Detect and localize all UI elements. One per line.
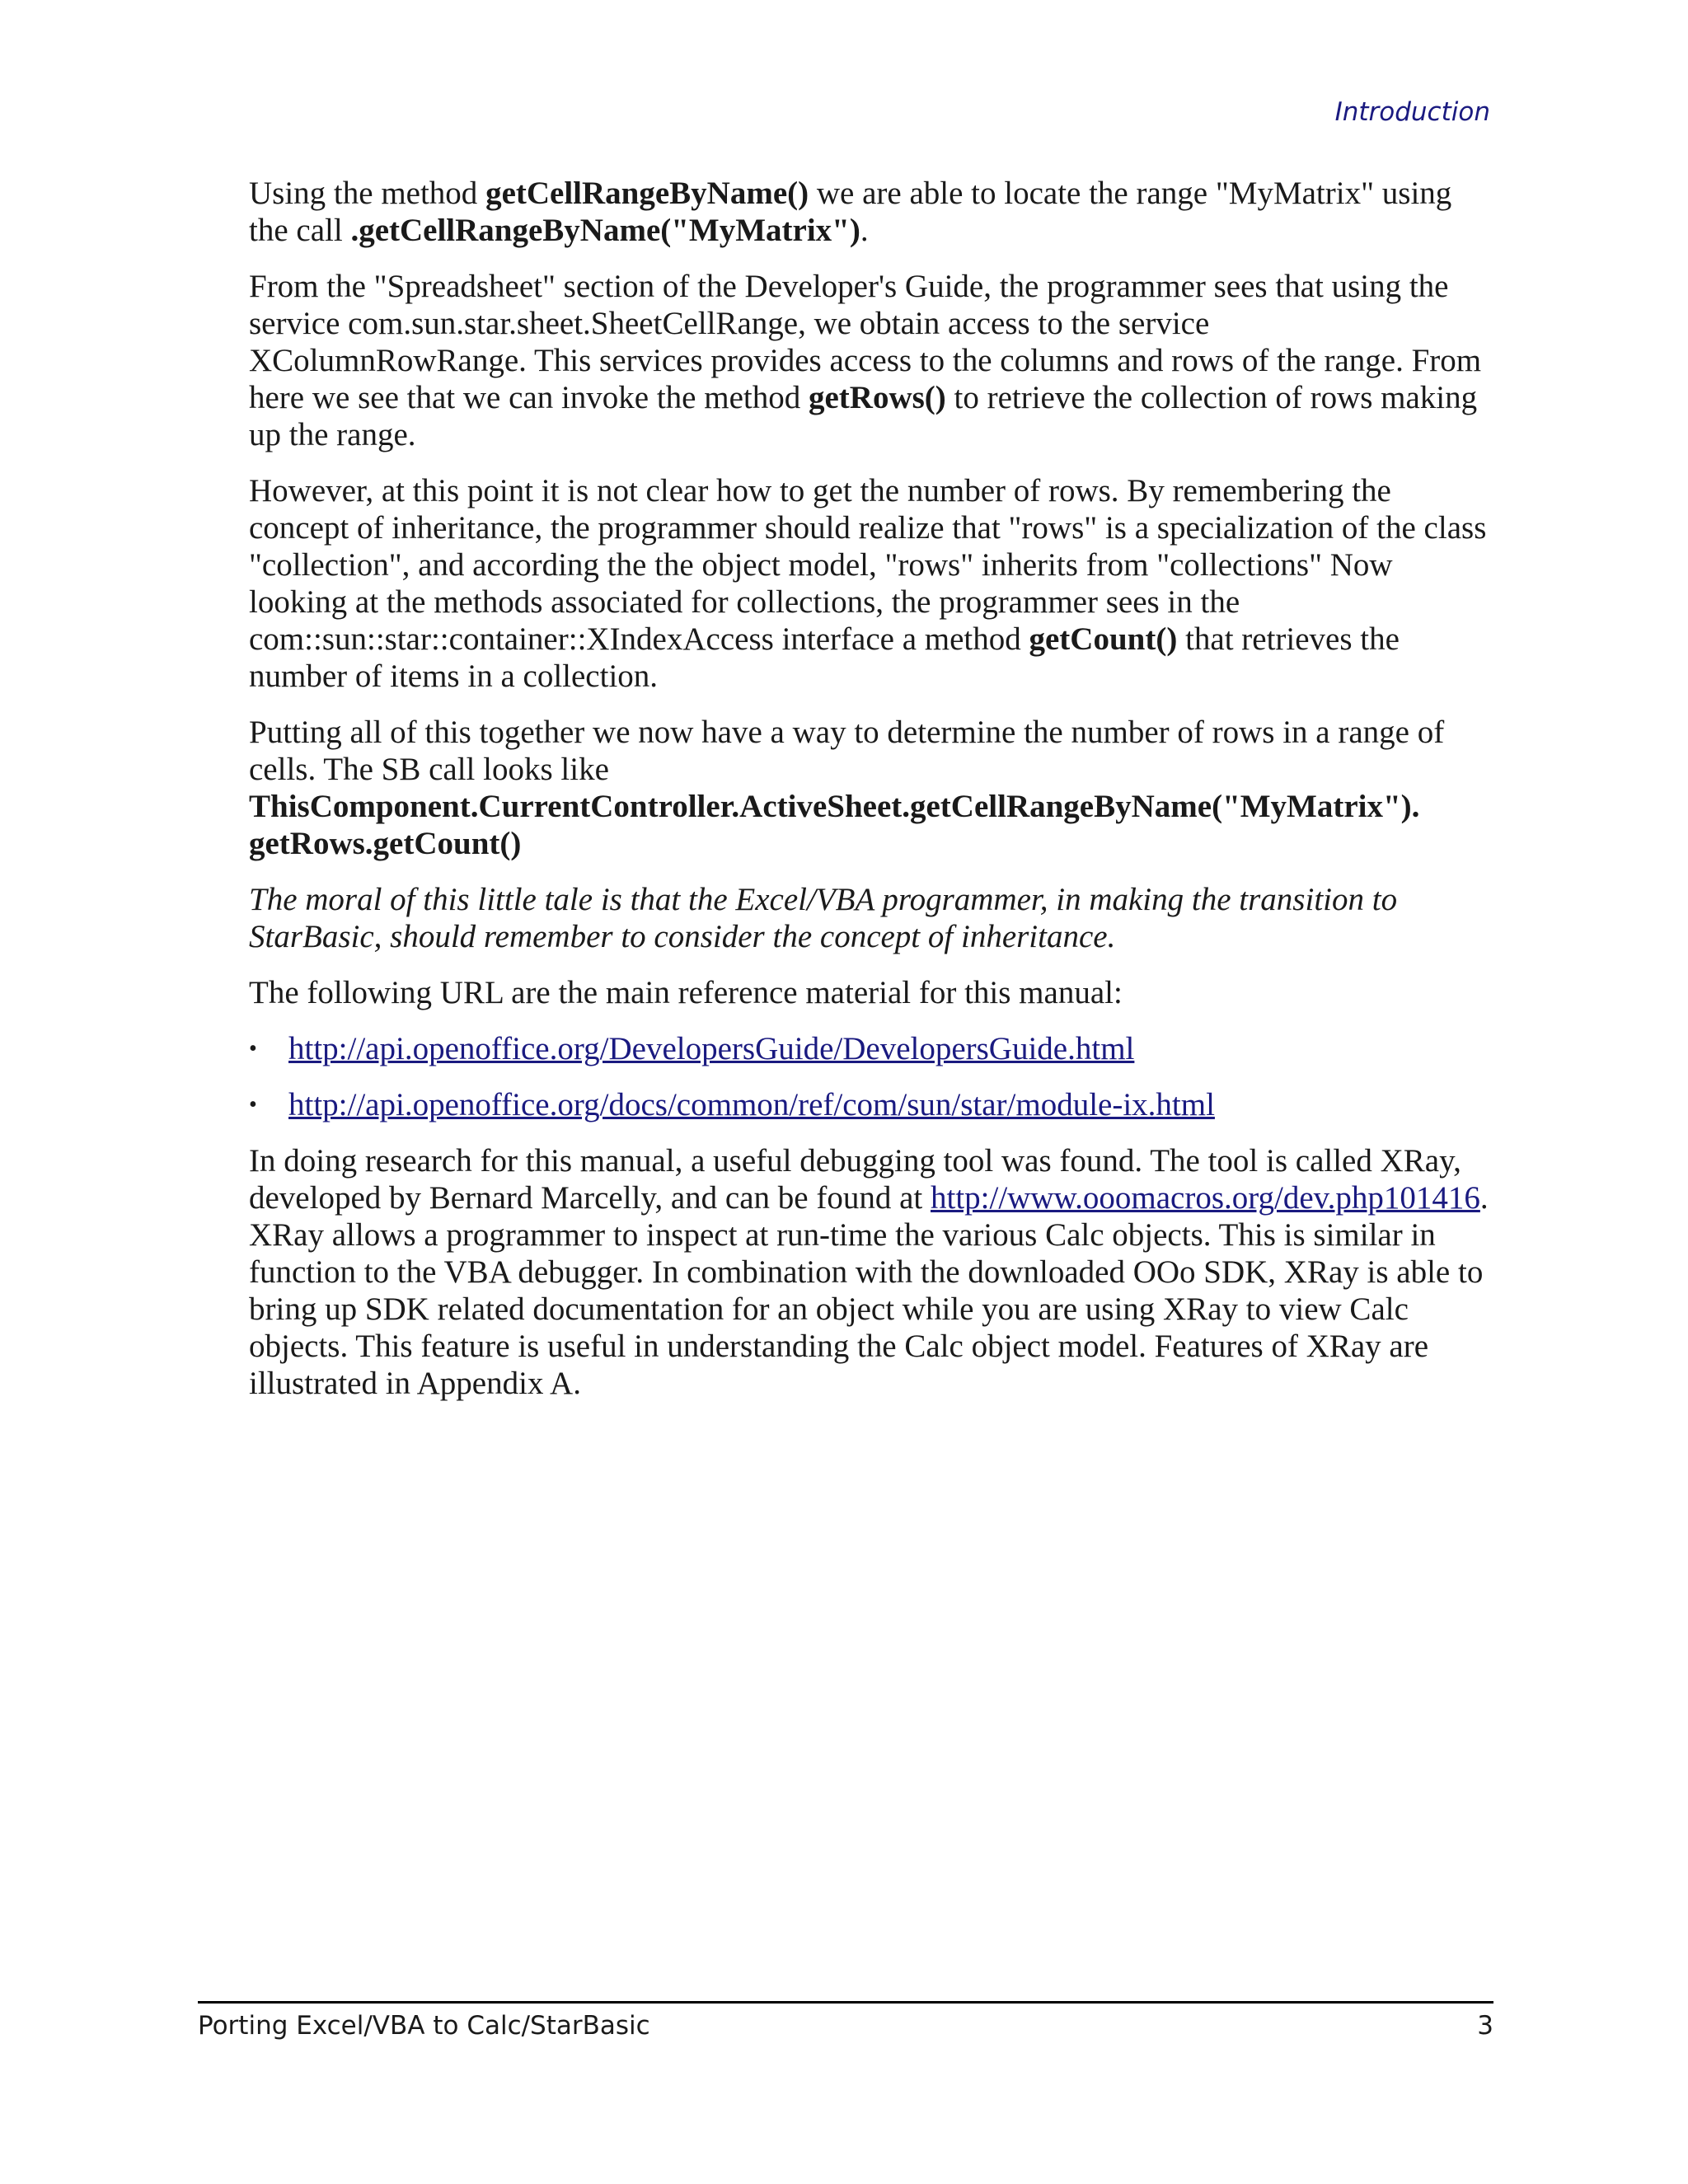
ooomacros-link[interactable]: http://www.ooomacros.org/dev.php101416 xyxy=(930,1180,1480,1216)
paragraph-xray xyxy=(249,1142,1493,1402)
paragraph-sb-call xyxy=(249,714,1493,862)
bullet-icon: • xyxy=(249,1036,257,1062)
bold-code-line: ThisComponent.CurrentController.ActiveSheet.getCellRangeByName("MyMatrix"). xyxy=(249,789,1420,824)
bold-method-name: getCellRangeByName() xyxy=(485,176,809,211)
module-index-link[interactable]: http://api.openoffice.org/docs/common/ref/com/sun/star/module-ix.html xyxy=(288,1087,1215,1122)
bullet-icon: • xyxy=(249,1092,257,1118)
bold-method-name: getRows() xyxy=(808,380,946,415)
reference-link-list xyxy=(249,1030,1493,1123)
list-item xyxy=(249,1030,1493,1067)
text-run: . xyxy=(860,213,869,248)
text-run: that retrieves the number of items in a collection. xyxy=(249,621,1400,694)
bold-method-name: getCount() xyxy=(1029,621,1178,657)
bold-method-call: .getCellRangeByName("MyMatrix") xyxy=(350,213,860,248)
footer-page-number: 3 xyxy=(1477,2011,1493,2041)
text-run: Putting all of this together we now have a way to determine the number of rows in a range of cells. The SB call looks like xyxy=(249,715,1445,787)
bold-code-line: getRows.getCount() xyxy=(249,826,522,861)
footer-divider xyxy=(198,2001,1493,2004)
text-run: From the "Spreadsheet" section of the Developer's Guide, the programmer sees that using the service com.sun.star.sheet.SheetCellRange, we obtain access to the service XColumnRowRange. This services provides access to the columns and rows of the range. From here we see that we can invoke the method xyxy=(249,269,1482,415)
paragraph-inheritance xyxy=(249,472,1493,695)
paragraph-getcellrangebyname xyxy=(249,175,1493,249)
text-run: In doing research for this manual, a useful debugging tool was found. The tool is called XRay, developed by Bernard Marcelly, and can be found at xyxy=(249,1143,1461,1216)
document-body xyxy=(249,175,1493,1421)
text-run: However, at this point it is not clear how to get the number of rows. By remembering the concept of inheritance, the programmer should realize that "rows" is a specialization of the class "collection", and according the the object model, "rows" inherits from "collections" Now looking at the methods associated for collections, the programmer sees in the com::sun::star::container::XIndexAccess interface a method xyxy=(249,473,1487,657)
text-run: Using the method xyxy=(249,176,486,211)
text-run: to retrieve the collection of rows making up the range. xyxy=(249,380,1478,452)
paragraph-reference-intro: The following URL are the main reference material for this manual: xyxy=(249,975,1123,1010)
paragraph-moral: The moral of this little tale is that the Excel/VBA programmer, in making the transition to StarBasic, should remember to consider the concept of inheritance. xyxy=(249,882,1398,954)
footer-document-title: Porting Excel/VBA to Calc/StarBasic xyxy=(198,2011,650,2041)
running-header: Introduction xyxy=(1334,97,1490,127)
paragraph-spreadsheet-section xyxy=(249,268,1493,453)
text-run: . XRay allows a programmer to inspect at run-time the various Calc objects. This is similar in function to the VBA debugger. In combination with the downloaded OOo SDK, XRay is able to bring up SDK related documentation for an object while you are using XRay to view Calc objects. This feature is useful in understanding the Calc object model. Features of XRay are illustrated in Appendix A. xyxy=(249,1180,1489,1401)
developers-guide-link[interactable]: http://api.openoffice.org/DevelopersGuide/DevelopersGuide.html xyxy=(288,1031,1135,1066)
list-item xyxy=(249,1086,1493,1123)
text-run: we are able to locate the range "MyMatrix" using the call xyxy=(249,176,1452,248)
